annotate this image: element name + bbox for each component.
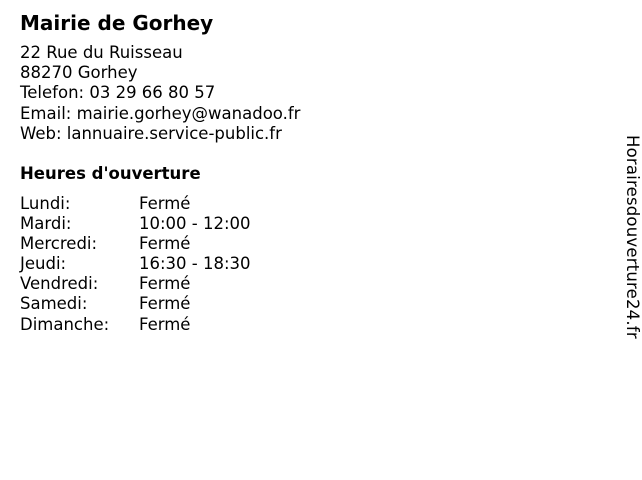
day-label: Mercredi: [20, 234, 98, 254]
opening-hours-heading: Heures d'ouverture [20, 164, 201, 183]
hours-value: Fermé [139, 234, 191, 254]
hours-value: Fermé [139, 314, 191, 334]
hours-value: Fermé [139, 274, 191, 294]
phone-number: Telefon: 03 29 66 80 57 [20, 83, 216, 103]
hours-value: 10:00 - 12:00 [139, 214, 251, 234]
street-address: 22 Rue du Ruisseau [20, 43, 183, 62]
side-brand-watermark [623, 135, 642, 339]
address-block [20, 43, 300, 144]
city-postal-code: 88270 Gorhey [20, 63, 138, 83]
day-label: Lundi: [20, 194, 71, 213]
brand-text: Horairesdouverture24.fr [623, 135, 642, 339]
day-label: Jeudi: [20, 254, 67, 274]
hours-value: 16:30 - 18:30 [139, 254, 251, 274]
day-label: Samedi: [20, 294, 88, 314]
day-label: Vendredi: [20, 274, 99, 294]
page-title: Mairie de Gorhey [20, 11, 214, 35]
day-label: Mardi: [20, 214, 72, 234]
email-address: Email: mairie.gorhey@wanadoo.fr [20, 103, 301, 123]
hours-value: Fermé [139, 294, 191, 314]
website: Web: lannuaire.service-public.fr [20, 123, 282, 143]
day-label: Dimanche: [20, 314, 110, 334]
hours-value: Fermé [139, 194, 191, 213]
